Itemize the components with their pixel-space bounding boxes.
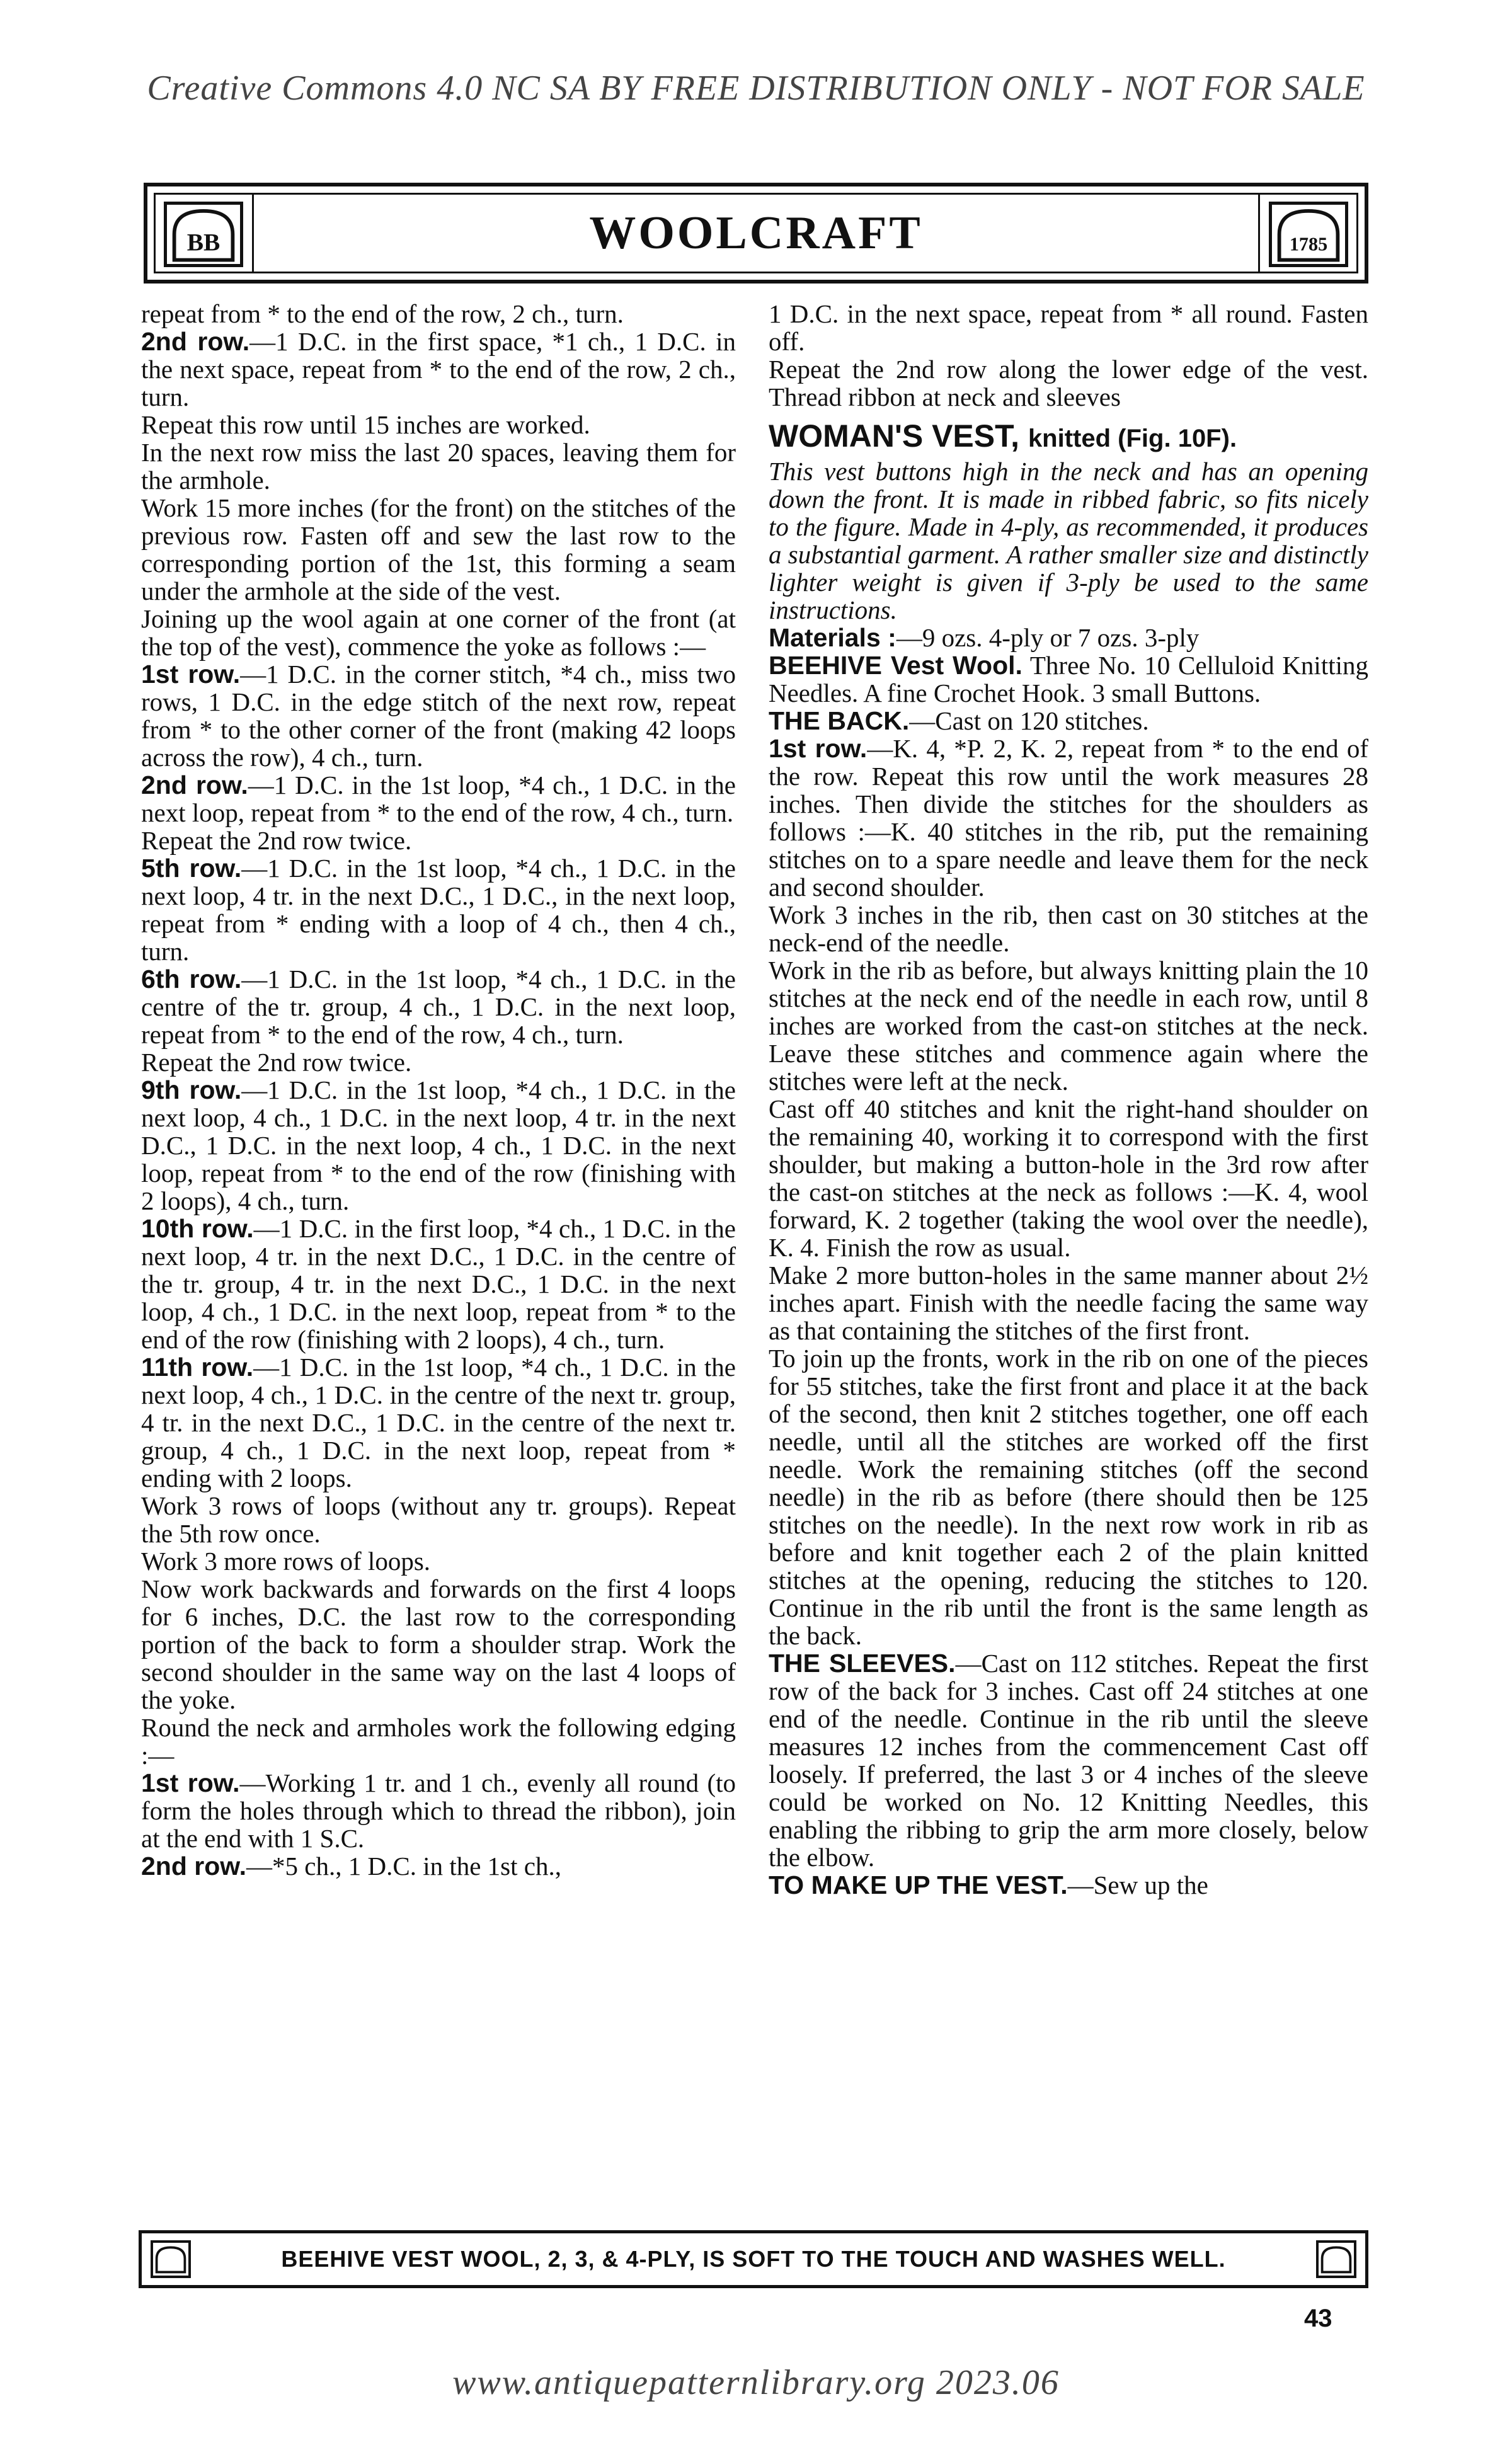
paragraph: TO MAKE UP THE VEST.—Sew up the xyxy=(769,1870,1208,1899)
paragraph: Now work backwards and forwards on the first 4 loops for 6 inches, D.C. the last row to the corresponding portion of the back to form a shoulder strap. Work the second shoulder in the same way on the last 4 loops of the yoke. xyxy=(141,1574,736,1714)
paragraph: 9th row.—1 D.C. in the 1st loop, *4 ch., 1 D.C. in the next loop, 4 ch., 1 D.C. in the next loop, 4 tr. in the next D.C., 1 D.C. in the next loop, 4 ch., 1 D.C. in the next loop, repeat from * to the end of the row (finishing with 2 loops), 4 ch., turn. xyxy=(141,1075,736,1215)
paragraph: Repeat the 2nd row twice. xyxy=(141,826,412,855)
paragraph: Work 15 more inches (for the front) on the stitches of the previous row. Fasten off and sew the last row to the corresponding portion of the 1st, this forming a seam under the armhole at the side of the vest. xyxy=(141,493,736,605)
paragraph: BEEHIVE Vest Wool. Three No. 10 Celluloid Knitting Needles. A fine Crochet Hook. 3 small Buttons. xyxy=(769,651,1368,707)
paragraph: Cast off 40 stitches and knit the right-hand shoulder on the remaining 40, working it to correspond with the first shoulder, but making a button-hole in the 3rd row after the cast-on stitches at the neck as follows :—K. 4, wool forward, K. 2 together (taking the wool over the needle), K. 4. Finish the row as usual. xyxy=(769,1094,1368,1262)
paragraph: Work in the rib as before, but always knitting plain the 10 stitches at the neck end of the needle in each row, until 8 inches are worked from the cast-on stitches at the neck. Leave these stitches and commence again where the stitches were left at the neck. xyxy=(769,956,1368,1096)
svg-text:1785: 1785 xyxy=(1289,233,1328,255)
paragraph: Repeat the 2nd row twice. xyxy=(141,1048,412,1077)
paragraph: Materials :—9 ozs. 4-ply or 7 ozs. 3-ply xyxy=(769,623,1200,652)
paragraph: 11th row.—1 D.C. in the 1st loop, *4 ch., 1 D.C. in the next loop, 4 ch., 1 D.C. in the centre of the next tr. group, 4 tr. in the next D.C., 1 D.C. in the centre of the next tr. group, 4 ch., 1 D.C. in the next loop, repeat from * ending with 2 loops. xyxy=(141,1353,736,1492)
paragraph: Work 3 more rows of loops. xyxy=(141,1547,431,1576)
header-divider-left xyxy=(252,193,254,273)
paragraph: Work 3 rows of loops (without any tr. groups). Repeat the 5th row once. xyxy=(141,1491,736,1548)
beehive-logo-icon xyxy=(151,2240,191,2278)
beehive-logo-icon xyxy=(1316,2240,1356,2278)
page-number: 43 xyxy=(1304,2305,1332,2332)
paragraph: To join up the fronts, work in the rib on one of the pieces for 55 stitches, take the first front and place it at the back of the second, then knit 2 stitches together, one off each needle, until all the stitches are worked off the first needle. Work the remaining stitches (off the second needle) in the rib as before (there should then be 125 stitches on the needle). In the next row work in rib as before and knit together each 2 of the plain knitted stitches at the opening, reducing the stitches to 120. Continue in the rib until the front is the same length as the back. xyxy=(769,1344,1368,1650)
license-notice: Creative Commons 4.0 NC SA BY FREE DISTRIBUTION ONLY - NOT FOR SALE xyxy=(147,69,1365,108)
paragraph: Make 2 more button-holes in the same manner about 2½ inches apart. Finish with the needle facing the same way as that containing the stitches of the first front. xyxy=(769,1261,1368,1345)
footer-slogan: BEEHIVE VEST WOOL, 2, 3, & 4-PLY, IS SOFT TO THE TOUCH AND WASHES WELL. xyxy=(281,2246,1226,2272)
paragraph: 2nd row.—1 D.C. in the first space, *1 ch., 1 D.C. in the next space, repeat from * to the end of the row, 2 ch., turn. xyxy=(141,327,736,411)
paragraph: 5th row.—1 D.C. in the 1st loop, *4 ch., 1 D.C. in the next loop, 4 tr. in the next D.C., 1 D.C., in the next loop, repeat from * ending with a loop of 4 ch., then 4 ch., turn. xyxy=(141,854,736,966)
beehive-logo-icon xyxy=(164,202,243,267)
paragraph: Work 3 inches in the rib, then cast on 30 stitches at the neck-end of the needle. xyxy=(769,900,1368,957)
right-column xyxy=(769,300,1368,1899)
paragraph: 2nd row.—1 D.C. in the 1st loop, *4 ch., 1 D.C. in the next loop, repeat from * to the end of the row, 4 ch., turn. xyxy=(141,770,736,827)
intro-italic-paragraph: This vest buttons high in the neck and has an opening down the front. It is made in ribbed fabric, so fits nicely to the figure. Made in 4-ply, as recommended, it produces a substantial garment. A rather smaller size and distinctly lighter weight is given if 3-ply be used to the same instructions. xyxy=(769,457,1368,624)
paragraph: 1st row.—1 D.C. in the corner stitch, *4 ch., miss two rows, 1 D.C. in the edge stitch of the next row, repeat from * to the other corner of the front (making 42 loops across the row), 4 ch., turn. xyxy=(141,660,736,772)
section-heading: WOMAN'S VEST, knitted (Fig. 10F). xyxy=(769,418,1237,454)
footer-banner xyxy=(139,2230,1368,2288)
paragraph: THE BACK.—Cast on 120 stitches. xyxy=(769,706,1149,735)
paragraph: Repeat this row until 15 inches are worked. xyxy=(141,410,590,439)
paragraph: 6th row.—1 D.C. in the 1st loop, *4 ch., 1 D.C. in the centre of the tr. group, 4 ch., 1 D.C. in the next loop, repeat from * to the end of the row, 4 ch., turn. xyxy=(141,965,736,1049)
paragraph: THE SLEEVES.—Cast on 112 stitches. Repeat the first row of the back for 3 inches. Cast off 24 stitches at one end of the needle. Continue in the rib until the sleeve measures 12 inches from the commencement Cast off loosely. If preferred, the last 3 or 4 inches of the sleeve could be worked on No. 12 Knitting Needles, this enabling the ribbing to grip the arm more closely, below the elbow. xyxy=(769,1649,1368,1872)
paragraph: 1st row.—Working 1 tr. and 1 ch., evenly all round (to form the holes through which to thread the ribbon), join at the end with 1 S.C. xyxy=(141,1768,736,1853)
paragraph: 1st row.—K. 4, *P. 2, K. 2, repeat from * to the end of the row. Repeat this row until the work measures 28 inches. Then divide the stitches for the shoulders as follows :—K. 40 stitches in the rib, put the remaining stitches on to a spare needle and leave them for the neck and second shoulder. xyxy=(769,734,1368,902)
page-title: WOOLCRAFT xyxy=(589,207,923,259)
paragraph: repeat from * to the end of the row, 2 ch., turn. xyxy=(141,299,624,328)
paragraph: Joining up the wool again at one corner of the front (at the top of the vest), commence the yoke as follows :— xyxy=(141,604,736,661)
paragraph: 1 D.C. in the next space, repeat from * all round. Fasten off. xyxy=(769,299,1368,356)
header-divider-right xyxy=(1258,193,1260,273)
paragraph: 10th row.—1 D.C. in the first loop, *4 ch., 1 D.C. in the next loop, 4 tr. in the next D.C., 1 D.C. in the centre of the tr. group, 4 tr. in the next D.C., 1 D.C. in the next loop, 4 ch., 1 D.C. in the next loop, repeat from * to the end of the row (finishing with 2 loops), 4 ch., turn. xyxy=(141,1214,736,1354)
beehive-1785-logo-icon xyxy=(1269,202,1348,267)
paragraph: Round the neck and armholes work the following edging :— xyxy=(141,1713,736,1770)
paragraph: Repeat the 2nd row along the lower edge of the vest. Thread ribbon at neck and sleeves xyxy=(769,355,1368,411)
paragraph: In the next row miss the last 20 spaces, leaving them for the armhole. xyxy=(141,438,736,495)
source-url: www.antiquepatternlibrary.org 2023.06 xyxy=(452,2363,1060,2402)
paragraph: 2nd row.—*5 ch., 1 D.C. in the 1st ch., xyxy=(141,1852,561,1881)
page-header xyxy=(144,183,1368,284)
left-column xyxy=(141,300,736,1880)
svg-text:BB: BB xyxy=(186,228,220,256)
